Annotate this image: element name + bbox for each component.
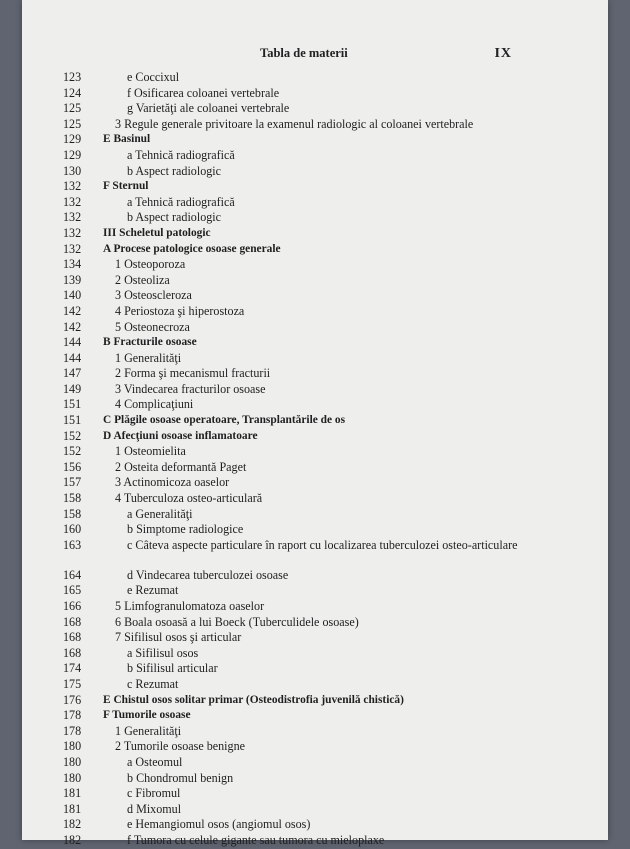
toc-entry: [22, 522, 608, 538]
toc-entry-title: b Aspect radiologic: [127, 210, 222, 225]
toc-entry: [22, 739, 608, 755]
toc-entry: [22, 117, 608, 133]
toc-entry-title: b Chondromul benign: [127, 770, 234, 785]
toc-entry: [22, 491, 608, 507]
toc-entry: [22, 724, 608, 740]
toc-entry-title: d Mixomul: [127, 801, 182, 816]
toc-page-number: 142: [63, 303, 82, 318]
toc-entry-title: E Basinul: [103, 133, 151, 146]
toc-entry: [22, 615, 608, 631]
toc-entry: [22, 242, 608, 258]
toc-page-number: 174: [63, 661, 82, 676]
toc-entry: [22, 708, 608, 724]
toc-page-number: 144: [63, 350, 82, 365]
toc-page-number: 157: [63, 475, 82, 490]
toc-page-number: 144: [63, 335, 82, 350]
toc-entry: [22, 444, 608, 460]
page-header: [22, 46, 608, 66]
page-number-roman: IX: [494, 46, 512, 61]
toc-entry: [22, 335, 608, 351]
toc-page-number: 125: [63, 101, 82, 116]
toc-entry: [22, 429, 608, 445]
toc-entry: [22, 661, 608, 677]
toc-entry: [22, 413, 608, 429]
toc-entry: [22, 148, 608, 164]
toc-page-number: 147: [63, 366, 82, 381]
toc-entry-title: F Tumorile osoase: [103, 709, 191, 722]
toc-entry-title: c Fibromul: [127, 786, 181, 801]
toc-entry-title: 7 Sifilisul osos şi articular: [115, 630, 242, 645]
toc-entry: [22, 817, 608, 833]
toc-entry: [22, 630, 608, 646]
page-title: Tabla de materii: [260, 46, 348, 60]
toc-entry-title: B Fracturile osoase: [103, 336, 197, 349]
toc-entry-title: b Sifilisul articular: [127, 661, 218, 676]
toc-entry: [22, 132, 608, 148]
toc-entry: [22, 771, 608, 787]
toc-entry: [22, 179, 608, 195]
toc-entry-title: E Chistul osos solitar primar (Osteodistrofia juvenilă chistică): [103, 693, 404, 706]
toc-entry-title: e Coccixul: [127, 70, 180, 84]
toc-entry-title: III Scheletul patologic: [103, 226, 211, 239]
toc-page-number: 182: [63, 817, 82, 832]
toc-entry-title: 1 Osteomielita: [115, 444, 186, 459]
toc-entry: [22, 101, 608, 117]
toc-entry: [22, 226, 608, 242]
toc-entry: [22, 538, 608, 568]
toc-page-number: 160: [63, 522, 82, 537]
toc-page-number: 142: [63, 319, 82, 334]
toc-entry: [22, 755, 608, 771]
toc-entry-title: 2 Osteoliza: [115, 272, 170, 287]
toc-page-number: 180: [63, 770, 82, 785]
toc-entry: [22, 599, 608, 615]
toc-entry-title: F Sternul: [103, 180, 149, 193]
toc-page-number: 149: [63, 381, 82, 396]
toc-entry: [22, 382, 608, 398]
toc-page-number: 180: [63, 754, 82, 769]
toc-entry-title: b Simptome radiologice: [127, 522, 244, 537]
toc-entry: [22, 475, 608, 491]
toc-entry: [22, 164, 608, 180]
toc-entry-title: a Osteomul: [127, 754, 183, 769]
toc-page-number: 168: [63, 645, 82, 660]
toc-entry-title: f Tumora cu celule gigante sau tumora cu mieloplaxe: [127, 832, 385, 847]
toc-entry-title: c Rezumat: [127, 676, 179, 691]
toc-entry-title: C Plăgile osoase operatoare, Transplantările de os: [103, 414, 346, 427]
book-page: [22, 0, 608, 847]
toc-entry: [22, 786, 608, 802]
toc-page-number: 178: [63, 708, 82, 723]
toc-entry: [22, 460, 608, 476]
toc-entry: [22, 304, 608, 320]
toc-page-number: 132: [63, 194, 82, 209]
toc-entry-title: 2 Forma şi mecanismul fracturii: [115, 366, 271, 381]
toc-entry: [22, 833, 608, 849]
toc-entry: [22, 257, 608, 273]
toc-entry: [22, 802, 608, 818]
toc-page-number: 152: [63, 444, 82, 459]
toc-entry: [22, 320, 608, 336]
toc-page-number: 132: [63, 225, 82, 240]
toc-entry-title: e Hemangiomul osos (angiomul osos): [127, 817, 311, 832]
toc-page-number: 125: [63, 116, 82, 131]
toc-page-number: 158: [63, 491, 82, 506]
toc-page-number: 124: [63, 85, 82, 100]
toc-page-number: 176: [63, 692, 82, 707]
toc-entry-title: a Sifilisul osos: [127, 645, 199, 660]
toc-page-number: 158: [63, 506, 82, 521]
toc-page-number: 163: [63, 537, 82, 552]
toc-entry-title: c Câteva aspecte particulare în raport cu localizarea tuberculozei osteo-articulare: [127, 537, 518, 552]
toc-entry-title: 4 Periostoza şi hiperostoza: [115, 303, 245, 318]
toc-entry: [22, 397, 608, 413]
toc-page-number: 180: [63, 739, 82, 754]
toc-entry: [22, 273, 608, 289]
toc-page-number: 140: [63, 288, 82, 303]
toc-page-number: 175: [63, 676, 82, 691]
toc-page-number: 151: [63, 397, 82, 412]
toc-page-number: 123: [63, 70, 82, 84]
toc-entry-title: 6 Boala osoasă a lui Boeck (Tuberculidele osoase): [115, 614, 359, 629]
toc-entry: [22, 288, 608, 304]
toc-entry-title: a Tehnică radiografică: [127, 194, 235, 209]
toc-entry-title: d Vindecarea tuberculozei osoase: [127, 567, 289, 582]
toc-entry-title: 3 Regule generale privitoare la examenul radiologic al coloanei vertebrale: [115, 116, 474, 131]
toc-entry: [22, 677, 608, 693]
toc-entry-title: 5 Osteonecroza: [115, 319, 190, 334]
toc-entry-title: e Rezumat: [127, 583, 179, 598]
toc-entry-title: 4 Tuberculoza osteo-articulară: [115, 491, 263, 506]
toc-entry-title: b Aspect radiologic: [127, 163, 222, 178]
toc-entry-title: f Osificarea coloanei vertebrale: [127, 85, 280, 100]
toc-entry: [22, 646, 608, 662]
toc-entry: [22, 351, 608, 367]
toc-page-number: 152: [63, 428, 82, 443]
toc-page-number: 151: [63, 413, 82, 428]
toc-entry-title: 4 Complicaţiuni: [115, 397, 194, 412]
toc-entry-title: 2 Osteita deformantă Paget: [115, 459, 247, 474]
toc-entry-title: 1 Generalităţi: [115, 350, 182, 365]
table-of-contents: [22, 70, 608, 849]
toc-page-number: 132: [63, 179, 82, 194]
toc-entry: [22, 366, 608, 382]
toc-page-number: 139: [63, 272, 82, 287]
toc-entry-title: a Tehnică radiografică: [127, 147, 235, 162]
toc-entry: [22, 507, 608, 523]
toc-entry: [22, 195, 608, 211]
toc-entry: [22, 70, 608, 86]
toc-entry: [22, 693, 608, 709]
toc-page-number: 168: [63, 614, 82, 629]
toc-entry-title: A Procese patologice osoase generale: [103, 242, 281, 255]
toc-entry-title: 1 Generalităţi: [115, 723, 182, 738]
toc-page-number: 166: [63, 599, 82, 613]
toc-page-number: 156: [63, 459, 82, 474]
toc-entry-title: a Generalităţi: [127, 506, 193, 521]
toc-page-number: 130: [63, 163, 82, 178]
toc-page-number: 129: [63, 147, 82, 162]
toc-entry-title: 3 Osteoscleroza: [115, 288, 192, 303]
toc-entry-title: 2 Tumorile osoase benigne: [115, 739, 246, 754]
toc-page-number: 164: [63, 567, 82, 582]
toc-page-number: 178: [63, 723, 82, 738]
toc-page-number: 132: [63, 210, 82, 225]
toc-entry: [22, 210, 608, 226]
toc-entry-title: 3 Vindecarea fracturilor osoase: [115, 381, 266, 396]
toc-page-number: 132: [63, 241, 82, 256]
toc-entry-title: 5 Limfogranulomatoza oaselor: [115, 599, 265, 613]
toc-entry-title: 3 Actinomicoza oaselor: [115, 475, 230, 490]
toc-entry: [22, 583, 608, 599]
toc-page-number: 165: [63, 583, 82, 598]
toc-entry: [22, 86, 608, 102]
toc-entry-title: D Afecţiuni osoase inflamatoare: [103, 429, 258, 442]
toc-page-number: 181: [63, 786, 82, 801]
toc-page-number: 168: [63, 630, 82, 645]
toc-entry-title: 1 Osteoporoza: [115, 257, 186, 272]
toc-entry-title: g Varietăţi ale coloanei vertebrale: [127, 101, 290, 116]
toc-page-number: 181: [63, 801, 82, 816]
toc-page-number: 182: [63, 832, 82, 847]
toc-page-number: 134: [63, 257, 82, 272]
toc-entry: [22, 568, 608, 584]
toc-page-number: 129: [63, 132, 82, 147]
